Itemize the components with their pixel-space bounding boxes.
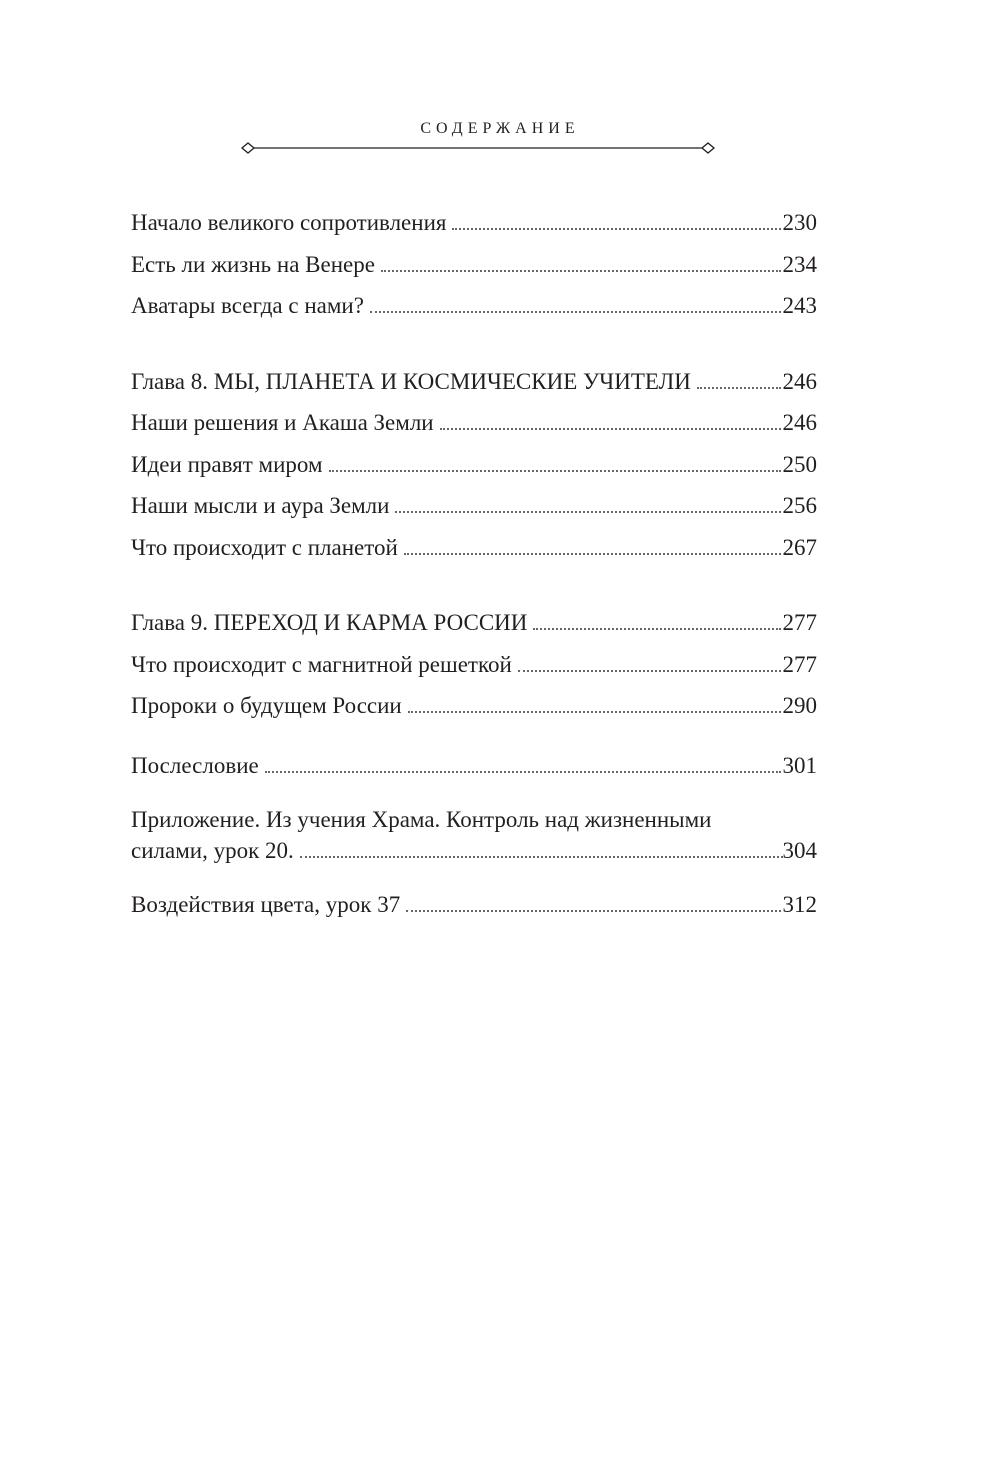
toc-entry-page: 256 <box>782 493 817 518</box>
toc-entry[interactable] <box>131 644 817 686</box>
toc-entry[interactable] <box>131 884 817 926</box>
toc-entry-label: Аватары всегда с нами? <box>131 293 364 318</box>
toc-entry-label: Есть ли жизнь на Венере <box>131 251 375 277</box>
dot-leader <box>533 628 780 630</box>
toc-entry-page: 312 <box>782 892 817 917</box>
section-gap <box>131 866 817 884</box>
page-header <box>0 120 1000 164</box>
toc-entry[interactable] <box>131 527 817 569</box>
dot-leader <box>408 711 781 713</box>
dot-leader <box>329 470 781 472</box>
toc-entry-page: 301 <box>782 752 817 778</box>
toc-entry[interactable] <box>131 202 817 244</box>
dot-leader <box>265 771 781 773</box>
toc-entry-label-line1: Приложение. Из учения Храма. Контроль над жизненными <box>131 807 712 832</box>
dot-leader <box>406 910 780 912</box>
toc-entry[interactable] <box>131 485 817 527</box>
section-gap <box>131 568 817 602</box>
dot-leader <box>452 228 780 230</box>
toc-entry-page: 277 <box>782 610 817 635</box>
toc-entry-label: Пророки о будущем России <box>131 693 402 718</box>
section-gap <box>131 727 817 745</box>
toc-entry-page: 304 <box>782 838 817 863</box>
dot-leader <box>300 856 783 858</box>
toc-entry-label: Идеи правят миром <box>131 451 323 477</box>
table-of-contents <box>131 202 817 926</box>
toc-entry-label: Наши решения и Акаша Земли <box>131 410 434 435</box>
toc-entry-page: 246 <box>782 368 817 394</box>
dot-leader <box>440 428 781 430</box>
section-gap <box>131 786 817 804</box>
toc-entry-label: Послесловие <box>131 752 259 778</box>
dot-leader <box>697 387 781 389</box>
dot-leader <box>518 670 781 672</box>
page-title: СОДЕРЖАНИЕ <box>420 120 580 137</box>
toc-entry-label: Воздействия цвета, урок 37 <box>131 892 401 917</box>
toc-entry-page: 246 <box>782 410 817 435</box>
toc-entry-label: Что происходит с магнитной решеткой <box>131 651 512 677</box>
section-gap <box>131 327 817 361</box>
toc-afterword-entry[interactable] <box>131 745 817 787</box>
toc-entry-label: Начало великого сопротивления <box>131 210 447 235</box>
dot-leader <box>381 270 781 272</box>
dot-leader <box>395 511 780 513</box>
toc-entry-label-line2: силами, урок 20. <box>131 838 294 863</box>
toc-entry-label: Наши мысли и аура Земли <box>131 493 390 518</box>
dot-leader <box>370 311 781 313</box>
toc-chapter-entry[interactable] <box>131 361 817 403</box>
toc-entry-second-line <box>131 835 817 866</box>
toc-appendix-entry[interactable] <box>131 804 817 866</box>
toc-entry[interactable] <box>131 285 817 327</box>
toc-entry-page: 277 <box>782 651 817 677</box>
toc-entry-page: 234 <box>782 251 817 277</box>
toc-entry-page: 250 <box>782 451 817 477</box>
toc-entry-label: Что происходит с планетой <box>131 534 398 560</box>
toc-entry-page: 267 <box>782 534 817 560</box>
toc-entry-label: Глава 9. ПЕРЕХОД И КАРМА РОССИИ <box>131 610 528 635</box>
toc-entry[interactable] <box>131 444 817 486</box>
toc-entry[interactable] <box>131 244 817 286</box>
toc-entry-page: 230 <box>782 210 817 235</box>
toc-entry-page: 290 <box>782 693 817 718</box>
toc-entry[interactable] <box>131 402 817 444</box>
toc-entry[interactable] <box>131 685 817 727</box>
toc-chapter-entry[interactable] <box>131 602 817 644</box>
title-ornament <box>240 140 716 156</box>
dot-leader <box>404 553 781 555</box>
toc-entry-page: 243 <box>782 293 817 318</box>
toc-entry-label: Глава 8. МЫ, ПЛАНЕТА И КОСМИЧЕСКИЕ УЧИТЕЛИ <box>131 368 691 394</box>
